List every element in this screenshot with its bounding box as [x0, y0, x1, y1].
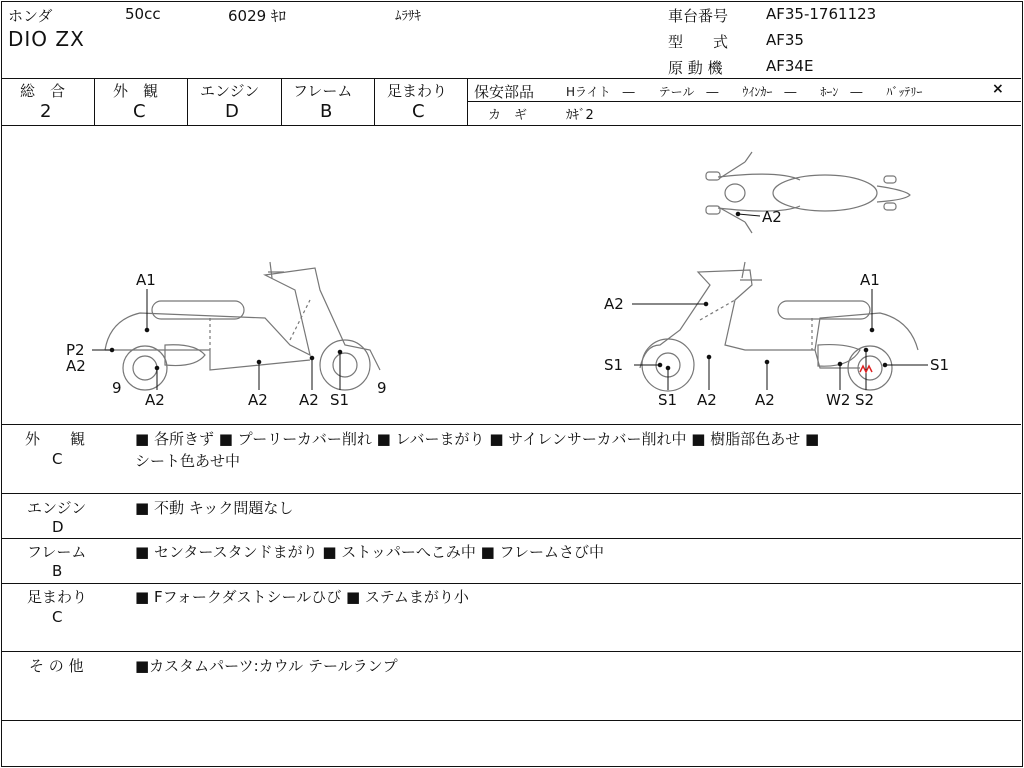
engine-label: 原 動 機 — [668, 59, 723, 77]
grade-total-label: 総 合 — [20, 82, 66, 100]
displacement: 50cc — [125, 5, 161, 23]
grade-sep — [467, 78, 468, 125]
type-value: AF35 — [766, 31, 804, 49]
grade-engine-label: エンジン — [200, 82, 260, 100]
damage-label: A2 — [762, 208, 782, 226]
remark-exterior-text-cont: シート色あせ中 — [135, 452, 241, 470]
remark-exterior-text: ■ 各所きず ■ プーリーカバー削れ ■ レバーまがり ■ サイレンサーカバー削れ中 ■ 樹脂部色あせ ■ — [135, 430, 820, 448]
safety-label: 保安部品 — [474, 83, 535, 101]
damage-label: S1 — [930, 356, 950, 374]
damage-label: A1 — [136, 271, 156, 289]
grade-sep — [187, 78, 188, 125]
scooter-top-view — [706, 152, 910, 233]
grade-suspension-value: C — [412, 101, 425, 122]
frame-no: AF35-1761123 — [766, 5, 877, 23]
grade-exterior-label: 外 観 — [113, 82, 159, 100]
remark-engine-text: ■ 不動 キック問題なし — [135, 499, 294, 517]
engine-value: AF34E — [766, 57, 814, 75]
mileage: 6029 ｷﾛ — [228, 7, 286, 25]
maker: ホンダ — [8, 7, 53, 25]
remark-frame-grade: B — [52, 562, 63, 580]
safety-items: Hライト ― テール ― ｳｲﾝｶｰ ― ﾎｰﾝ ― ﾊﾞｯﾃﾘｰ — [566, 85, 923, 99]
type-label: 型 式 — [668, 33, 729, 51]
grade-sep — [374, 78, 375, 125]
remark-frame-text: ■ センタースタンドまがり ■ ストッパーへこみ中 ■ フレームさび中 — [135, 543, 604, 561]
grade-sep — [281, 78, 282, 125]
remark-other-text: ■カスタムパーツ:カウル テールランプ — [135, 657, 398, 675]
damage-label: A2 — [697, 391, 717, 409]
damage-label: W2 — [826, 391, 851, 409]
remark-suspension-text: ■ Fフォークダストシールひび ■ ステムまがり小 — [135, 588, 469, 606]
model-name: DIO ZX — [8, 27, 85, 51]
battery-status-mark: × — [992, 81, 1004, 97]
grade-suspension-label: 足まわり — [387, 82, 448, 100]
grade-table-top — [1, 78, 1021, 79]
remarks-divider — [1, 651, 1021, 652]
key-label: カ ギ — [488, 108, 528, 123]
key-value: ｶｷﾞ2 — [566, 108, 594, 123]
grade-sep — [94, 78, 95, 125]
grade-total-value: 2 — [40, 101, 52, 122]
remark-frame-label: フレーム — [27, 543, 87, 561]
damage-label: S1 — [604, 356, 624, 374]
damage-label: 9 — [112, 379, 122, 397]
remark-suspension-grade: C — [52, 608, 63, 626]
damage-diagram — [0, 126, 1024, 424]
damage-label: A2 — [66, 357, 86, 375]
remarks-divider — [1, 538, 1021, 539]
remark-suspension-label: 足まわり — [27, 588, 88, 606]
damage-label: S1 — [658, 391, 678, 409]
remark-other-label: そ の 他 — [29, 657, 84, 675]
damage-label: A2 — [248, 391, 268, 409]
color: ﾑﾗｻｷ — [395, 9, 421, 24]
damage-label: S1 — [330, 391, 350, 409]
grade-engine-value: D — [225, 101, 239, 122]
damage-label: P2 — [66, 341, 85, 359]
remark-engine-grade: D — [52, 518, 64, 536]
grade-exterior-value: C — [133, 101, 146, 122]
remarks-divider — [1, 493, 1021, 494]
damage-label: 9 — [377, 379, 387, 397]
safety-divider — [468, 101, 1021, 102]
grade-frame-label: フレーム — [293, 82, 353, 100]
damage-label: A1 — [860, 271, 880, 289]
damage-label: S2 — [855, 391, 875, 409]
remarks-top — [1, 424, 1021, 425]
remarks-divider — [1, 720, 1021, 721]
remarks-divider — [1, 583, 1021, 584]
remark-exterior-grade: C — [52, 450, 63, 468]
damage-label: A2 — [604, 295, 624, 313]
damage-label: A2 — [299, 391, 319, 409]
remark-engine-label: エンジン — [27, 499, 87, 517]
frame-no-label: 車台番号 — [668, 7, 729, 25]
remark-exterior-label: 外 観 — [25, 430, 86, 448]
damage-label: A2 — [755, 391, 775, 409]
damage-label: A2 — [145, 391, 165, 409]
grade-frame-value: B — [320, 101, 333, 122]
